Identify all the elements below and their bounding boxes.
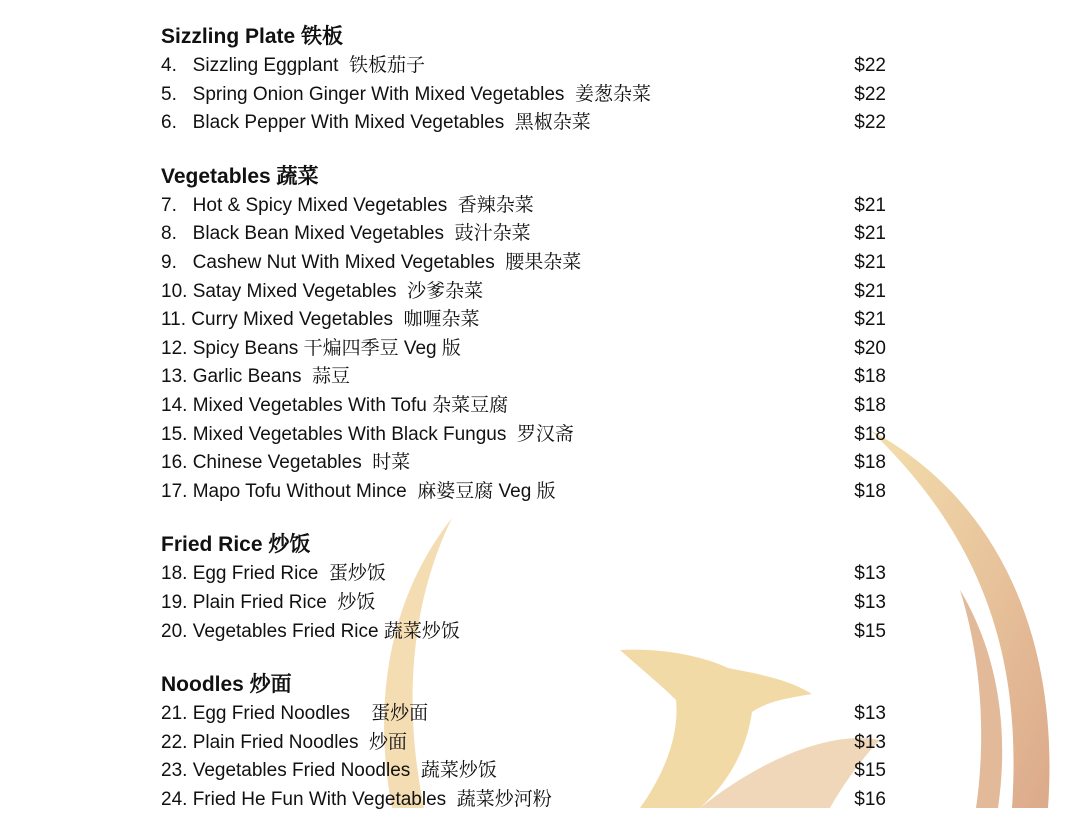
menu-item (161, 729, 886, 758)
menu-section-sizzling-plate (161, 22, 886, 138)
menu-item-name: 21. Egg Fried Noodles 蛋炒面 (161, 703, 429, 725)
menu-item-price: $21 (854, 194, 886, 216)
section-title: Vegetables 蔬菜 (161, 164, 319, 188)
menu-item (161, 589, 886, 618)
menu-item-price: $15 (854, 620, 886, 642)
menu-item (161, 278, 886, 307)
menu-item (161, 392, 886, 421)
menu-item (161, 52, 886, 81)
menu-section-fried-rice (161, 530, 886, 646)
menu-item-name: 8. Black Bean Mixed Vegetables 豉汁杂菜 (161, 223, 531, 245)
menu-item-name: 10. Satay Mixed Vegetables 沙爹杂菜 (161, 280, 484, 302)
menu-item-name: 4. Sizzling Eggplant 铁板茄子 (161, 55, 425, 76)
menu-item-price: $18 (854, 480, 886, 502)
section-title: Noodles 炒面 (161, 673, 292, 697)
menu-item-price: $18 (854, 366, 886, 388)
menu-item-price: $13 (854, 563, 886, 585)
menu-item-name: 5. Spring Onion Ginger With Mixed Vegetables 姜葱杂菜 (161, 83, 651, 105)
menu-item-name: 12. Spicy Beans 干煸四季豆 Veg 版 (161, 337, 461, 359)
menu-item-price: $22 (854, 55, 886, 76)
menu-item (161, 335, 886, 364)
menu-item-name: 9. Cashew Nut With Mixed Vegetables 腰果杂菜 (161, 251, 582, 273)
menu-section-vegetables (161, 162, 886, 507)
menu-item-price: $22 (854, 112, 886, 134)
menu-item-price: $21 (854, 309, 886, 331)
menu-item-price: $13 (854, 591, 886, 613)
menu-item (161, 478, 886, 507)
menu-item-name: 13. Garlic Beans 蒜豆 (161, 366, 351, 388)
menu-item-name: 17. Mapo Tofu Without Mince 麻婆豆腐 Veg 版 (161, 480, 556, 502)
menu-item (161, 220, 886, 249)
menu-item (161, 81, 886, 110)
menu-item-name: 16. Chinese Vegetables 时菜 (161, 452, 411, 474)
menu-item-name: 14. Mixed Vegetables With Tofu 杂菜豆腐 (161, 394, 509, 416)
menu-item-price: $15 (854, 760, 886, 782)
menu-item-name: 7. Hot & Spicy Mixed Vegetables 香辣杂菜 (161, 194, 534, 216)
menu-item-name: 24. Fried He Fun With Vegetables 蔬菜炒河粉 (161, 788, 552, 810)
menu-item (161, 700, 886, 729)
menu-item-price: $22 (854, 83, 886, 105)
menu-item (161, 786, 886, 815)
menu-item (161, 757, 886, 786)
section-title: Sizzling Plate 铁板 (161, 25, 344, 48)
menu-item-price: $13 (854, 703, 886, 725)
menu-item (161, 109, 886, 138)
menu-list (161, 22, 886, 838)
menu-item-name: 19. Plain Fried Rice 炒饭 (161, 591, 376, 613)
menu-item (161, 421, 886, 450)
menu-item-price: $20 (854, 337, 886, 359)
menu-item-name: 22. Plain Fried Noodles 炒面 (161, 731, 408, 753)
menu-item-name: 11. Curry Mixed Vegetables 咖喱杂菜 (161, 309, 480, 331)
menu-item-name: 15. Mixed Vegetables With Black Fungus 罗汉斋 (161, 423, 574, 445)
menu-item-name: 23. Vegetables Fried Noodles 蔬菜炒饭 (161, 760, 497, 782)
menu-section-noodles (161, 670, 886, 814)
menu-item-price: $18 (854, 452, 886, 474)
menu-item-price: $21 (854, 251, 886, 273)
menu-item (161, 306, 886, 335)
menu-item-price: $21 (854, 280, 886, 302)
menu-item (161, 363, 886, 392)
menu-item (161, 618, 886, 647)
menu-item-price: $13 (854, 731, 886, 753)
menu-item-name: 6. Black Pepper With Mixed Vegetables 黑椒杂菜 (161, 112, 591, 134)
menu-item-price: $21 (854, 223, 886, 245)
menu-item-name: 20. Vegetables Fried Rice 蔬菜炒饭 (161, 620, 460, 642)
menu-item-price: $16 (854, 788, 886, 810)
section-title: Fried Rice 炒饭 (161, 533, 311, 557)
menu-item (161, 192, 886, 221)
menu-item (161, 249, 886, 278)
menu-item-name: 18. Egg Fried Rice 蛋炒饭 (161, 563, 386, 585)
menu-item (161, 449, 886, 478)
menu-item-price: $18 (854, 394, 886, 416)
menu-item (161, 560, 886, 589)
menu-item-price: $18 (854, 423, 886, 445)
